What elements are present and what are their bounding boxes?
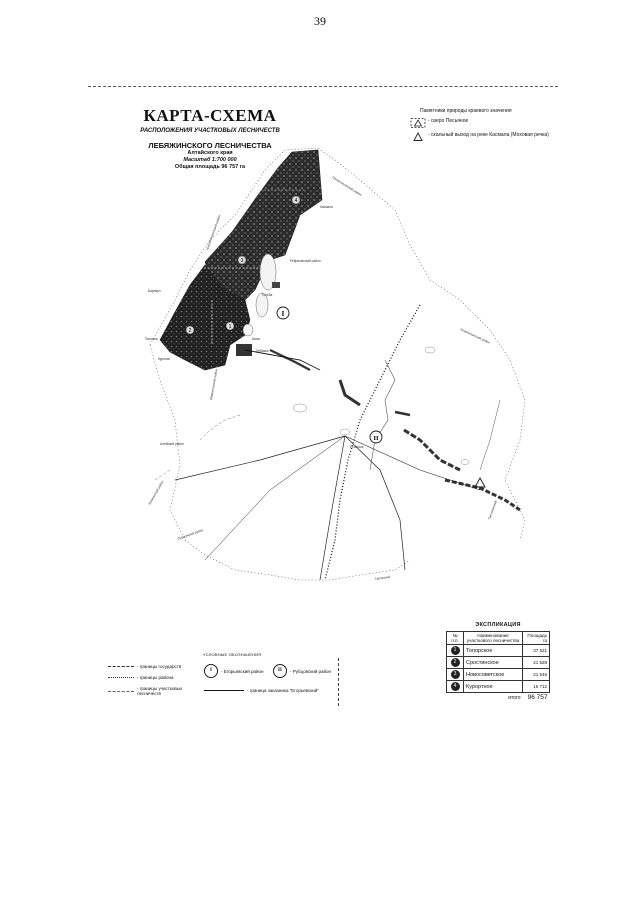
forestry-area-cell: 21 546 — [523, 669, 550, 681]
forest-strip — [404, 430, 460, 470]
total-label: итого — [508, 694, 521, 701]
roman-one-icon: I — [204, 664, 218, 678]
lake-shape — [461, 460, 469, 465]
map-subtitle: РАСПОЛОЖЕНИЯ УЧАСТКОВЫХ ЛЕСНИЧЕСТВ — [140, 128, 280, 134]
dotted-line-icon — [108, 677, 134, 678]
map-scale: Масштаб 1:700 000 — [183, 157, 237, 163]
svg-text:I: I — [281, 310, 285, 318]
svg-text:3: 3 — [240, 258, 244, 264]
legend-label-district-i: - Егорьевский район — [221, 668, 264, 674]
forest-strip — [270, 350, 310, 370]
forestry-name: ЛЕБЯЖИНСКОГО ЛЕСНИЧЕСТВА — [148, 141, 272, 150]
legend-label-district-ii: - Рубцовский район — [290, 668, 332, 674]
railway-line — [325, 305, 420, 580]
road-line — [345, 436, 405, 570]
forestry-number-badge: 3 — [451, 670, 460, 679]
map-label: Касмала — [320, 205, 333, 209]
map-label: Калманский район — [147, 479, 165, 506]
bottom-legend — [108, 652, 339, 706]
solid-line-icon — [204, 690, 244, 691]
forest-strip — [395, 412, 410, 415]
total-area: Общая площадь 96 757 га — [174, 164, 246, 170]
district-marker-1 — [277, 307, 289, 319]
dashed-line-icon — [108, 666, 134, 667]
road-line — [480, 400, 500, 470]
legend-item-district-i — [204, 664, 264, 678]
forestry-number-badge: 4 — [451, 682, 460, 691]
forestry-marker-3 — [238, 256, 246, 264]
forestry-name-cell: Новосоветское — [464, 669, 523, 681]
map-label: Ребрихинский район — [290, 259, 321, 263]
lake-shape — [243, 324, 253, 336]
legend-label-rock: - скальный выход на реке Касмала (Моховая речка) — [428, 132, 549, 138]
table-total-row — [447, 693, 550, 703]
road-line — [205, 436, 345, 560]
total-value: 96 757 — [527, 694, 548, 701]
explication-table — [446, 631, 550, 702]
forestry-name-cell: Сростинское — [464, 657, 523, 669]
map-label: Мамонтовский район — [209, 368, 219, 401]
forestry-marker-1 — [226, 322, 234, 330]
forestry-number-badge: 1 — [451, 646, 460, 655]
map-label: Топчихинский — [487, 499, 498, 521]
roman-two-icon: II — [273, 664, 287, 678]
forestry-area-cell: 16 712 — [523, 681, 550, 693]
forestry-area-cell: 21 528 — [523, 657, 550, 669]
district-marker-2 — [370, 431, 382, 443]
forestry-marker-2 — [186, 326, 194, 334]
river-line — [370, 360, 395, 470]
legend-label-lake: - озеро Песьяное — [428, 118, 469, 124]
legend-item-district-border — [108, 675, 173, 680]
map-title: КАРТА-СХЕМА — [143, 106, 277, 125]
nature-monuments-heading: Памятники природы краевого значения — [420, 108, 512, 114]
legend-label-forestry-border: - границы участковых лесничеств — [137, 686, 183, 696]
page-number: 39 — [314, 14, 326, 28]
map-label: Поспелихинский район — [331, 175, 363, 197]
table-header-row — [447, 632, 550, 645]
legend-item-state-border — [108, 664, 181, 669]
map-label: Рубцовский район — [176, 527, 204, 541]
forestry-marker-4 — [292, 196, 300, 204]
explication-box — [446, 622, 550, 702]
forestry-number-badge: 2 — [451, 658, 460, 667]
map-label: Гоньба — [262, 293, 273, 297]
map-label: Барнаул — [148, 289, 161, 293]
lake-shape — [425, 347, 435, 353]
header-area: Площадь га — [523, 632, 550, 645]
map-label: Шахи — [252, 337, 261, 341]
river-line — [155, 470, 170, 480]
bottom-legend-title: УСЛОВНЫЕ ОБОЗНАЧЕНИЯ — [203, 652, 262, 657]
svg-text:II: II — [373, 435, 379, 442]
lake-shape — [293, 404, 307, 412]
map-label: Таловский — [374, 574, 391, 581]
map-label: Ерошиха — [350, 445, 364, 449]
settlement-block — [272, 282, 280, 288]
forestry-name-cell: Топорское — [464, 645, 523, 657]
legend-item-forestry-border — [108, 686, 198, 696]
svg-text:4: 4 — [294, 198, 298, 204]
map-label: Лебяжье — [256, 349, 269, 353]
lake-shape — [340, 429, 350, 435]
explication-title: ЭКСПЛИКАЦИЯ — [475, 622, 521, 628]
legend-label-district-border: - границы района — [137, 675, 174, 680]
road-line — [175, 436, 345, 480]
dash-dot-line-icon — [108, 691, 134, 692]
map-label: Куралье — [158, 357, 171, 361]
svg-text:2: 2 — [188, 328, 192, 334]
settlement-block — [236, 344, 252, 356]
forestry-name-cell: Курортное — [464, 681, 523, 693]
table-row — [447, 657, 550, 669]
table-row — [447, 681, 550, 693]
svg-text:1: 1 — [228, 324, 232, 330]
forest-strip — [445, 480, 520, 510]
rock-outcrop-monument-icon — [475, 478, 485, 487]
legend-item-reserve-border — [204, 688, 319, 693]
map-label: Алейский район — [160, 442, 184, 446]
legend-label-state-border: - границы государств — [137, 664, 182, 669]
header-num: № п.п. — [447, 632, 464, 645]
table-row — [447, 669, 550, 681]
map-label: Пановка — [145, 337, 158, 341]
map-label: Новичихинский район — [459, 327, 491, 345]
reserve-boundary-line — [245, 350, 320, 370]
road-line — [320, 436, 345, 580]
forest-strip — [340, 380, 360, 405]
legend-label-reserve-border: - граница заказника "Егорьевский" — [247, 688, 319, 693]
map-label: Шелаболихинский район — [205, 214, 222, 251]
table-row — [447, 645, 550, 657]
forestry-area-cell: 37 521 — [523, 645, 550, 657]
river-line — [200, 415, 240, 440]
region-name: Алтайского края — [187, 150, 233, 156]
header-name: Наименование участкового лесничества — [464, 632, 523, 645]
legend-item-district-ii — [273, 664, 331, 678]
